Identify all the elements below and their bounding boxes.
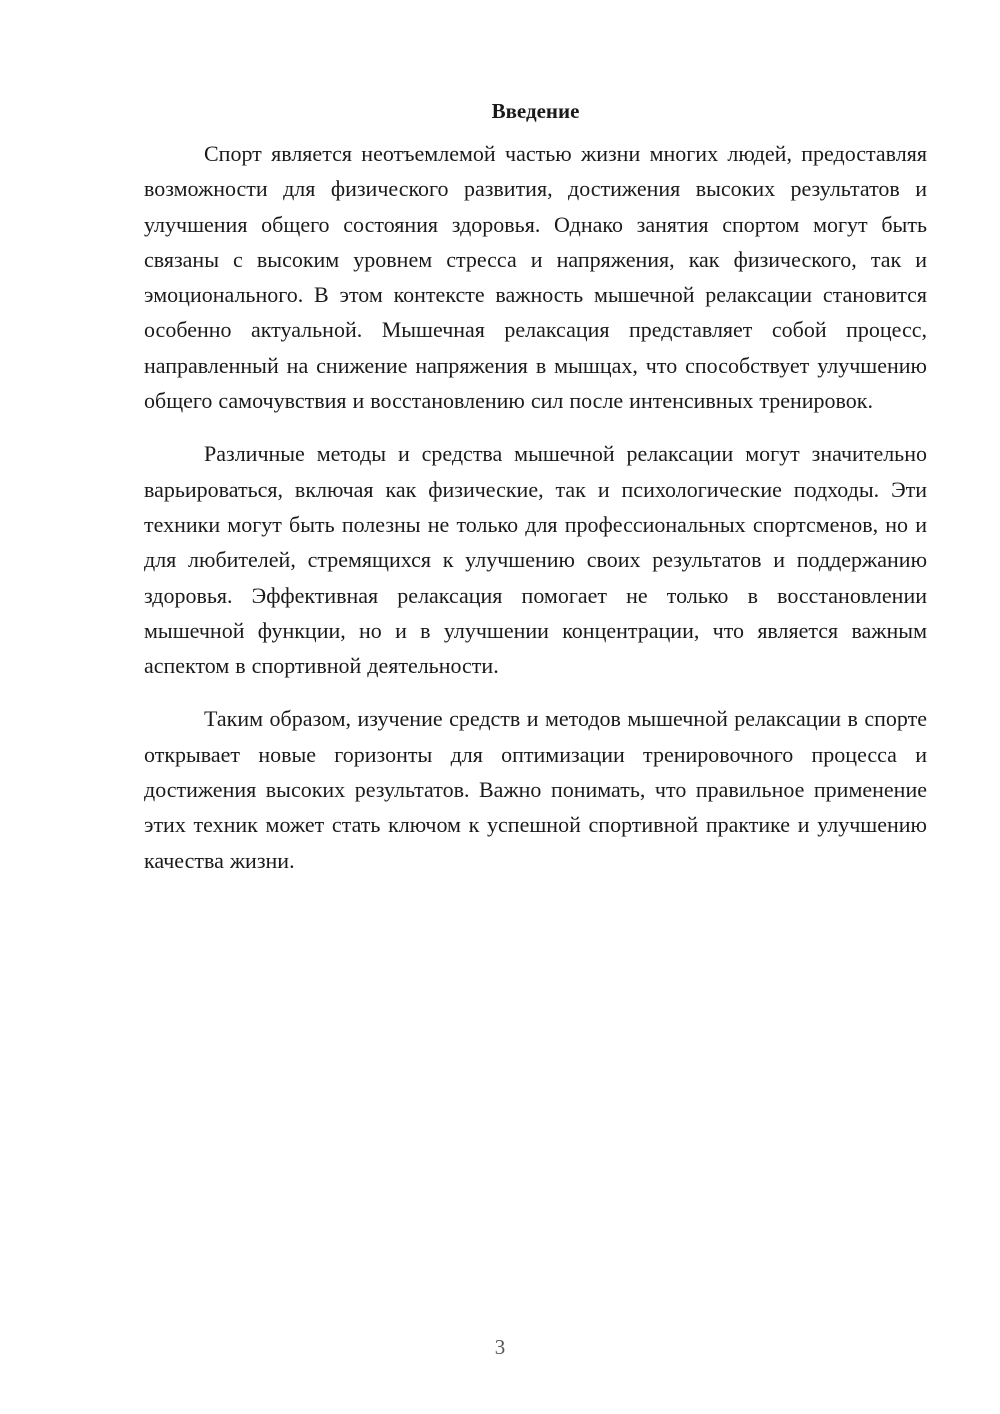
page-number: 3 — [494, 1335, 506, 1359]
section-title: Введение — [491, 99, 580, 123]
paragraph-1: Спорт является неотъемлемой частью жизни многих людей, предоставляя возможности для физического развития, достижения высоких результатов и улучшения общего состояния здоровья. Однако занятия спортом могут быть связаны с высоким уровнем стресса и напряжения, как физического, так и эмоционального. В этом контексте важность мышечной релаксации становится особенно актуальной. Мышечная релаксация представляет собой процесс, направленный на снижение напряжения в мышцах, что способствует улучшению общего самочувствия и восстановлению сил после интенсивных тренировок. — [144, 141, 927, 414]
paragraph-2: Различные методы и средства мышечной релаксации могут значительно варьироваться, включая как физические, так и психологические подходы. Эти техники могут быть полезны не только для профессиональных спортсменов, но и для любителей, стремящихся к улучшению своих результатов и поддержанию здоровья. Эффективная релаксация помогает не только в восстановлении мышечной функции, но и в улучшении концентрации, что является важным аспектом в спортивной деятельности. — [144, 441, 927, 679]
paragraph-3: Таким образом, изучение средств и методов мышечной релаксации в спорте открывает новые горизонты для оптимизации тренировочного процесса и достижения высоких результатов. Важно понимать, что правильное применение этих техник может стать ключом к успешной спортивной практике и улучшению качества жизни. — [144, 706, 927, 873]
document-body — [144, 96, 927, 878]
